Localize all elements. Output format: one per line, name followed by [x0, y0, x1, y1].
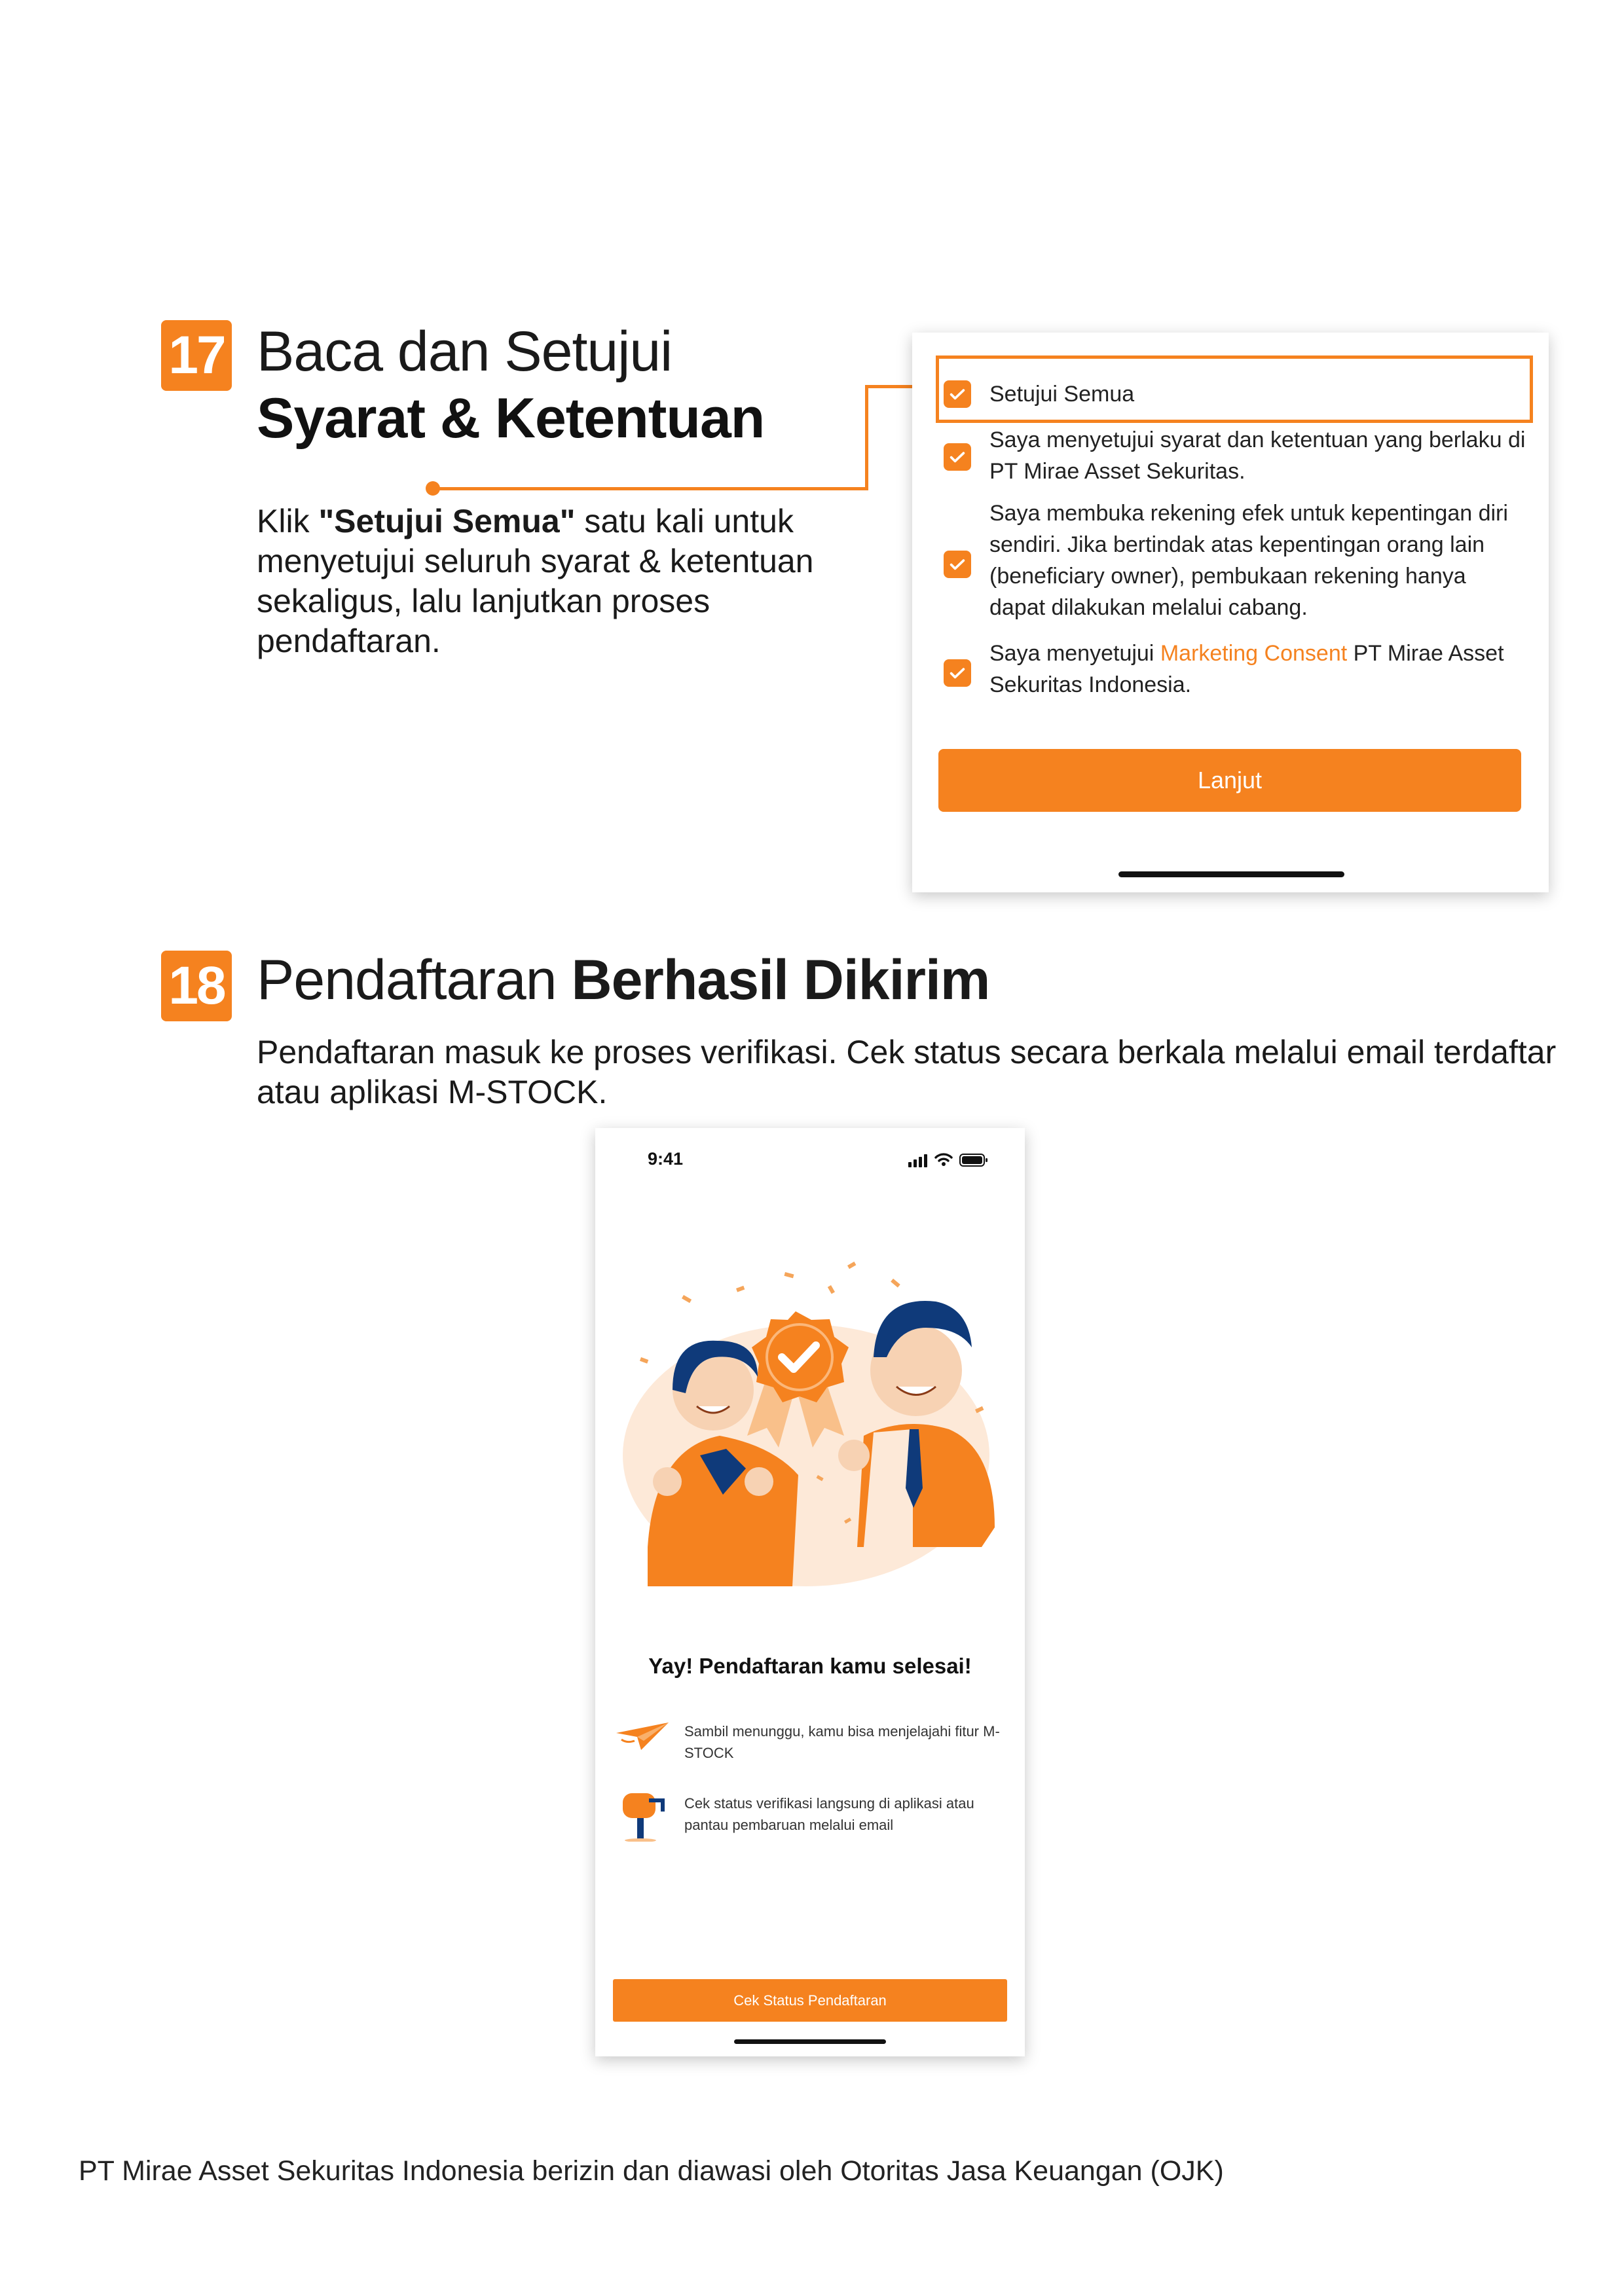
continue-button[interactable]: Lanjut	[938, 749, 1521, 812]
mailbox-icon	[619, 1789, 669, 1842]
own-account-checkbox[interactable]	[944, 551, 971, 578]
marketing-consent-link[interactable]: Marketing Consent	[1160, 641, 1348, 666]
step-17-title-light: Baca dan Setujui	[257, 320, 673, 383]
checkmark-icon	[948, 385, 967, 403]
step-17-description: Klik "Setujui Semua" satu kali untuk menyetujui seluruh syarat & ketentuan sekaligus, lalu lanjutkan proses pendaftaran.	[257, 503, 814, 659]
feature-explore-text: Sambil menunggu, kamu bisa menjelajahi fitur M-STOCK	[684, 1723, 1000, 1761]
battery-icon	[959, 1153, 988, 1167]
step-18-title: Pendaftaran Berhasil Dikirim	[257, 949, 990, 1011]
checkmark-icon	[948, 448, 967, 466]
check-status-button[interactable]: Cek Status Pendaftaran	[613, 1979, 1007, 2022]
success-title: Yay! Pendaftaran kamu selesai!	[648, 1654, 972, 1678]
connector-line-vertical	[865, 385, 868, 490]
feature-status-text: Cek status verifikasi langsung di aplikasi atau pantau pembaruan melalui email	[684, 1795, 974, 1833]
success-screen	[595, 1128, 1025, 2056]
checkmark-icon	[948, 555, 967, 574]
step-17-title-bold: Syarat & Ketentuan	[257, 387, 765, 450]
select-all-checkbox[interactable]	[944, 380, 971, 408]
select-all-label: Setujui Semua	[989, 382, 1135, 407]
step-number-badge: 17	[161, 320, 232, 391]
footer-disclaimer: PT Mirae Asset Sekuritas Indonesia berizin dan diawasi oleh Otoritas Jasa Keuangan (OJK)	[79, 2155, 1224, 2187]
home-indicator	[734, 2039, 886, 2044]
signal-icon	[908, 1154, 929, 1167]
step-18-description: Pendaftaran masuk ke proses verifikasi. Cek status secara berkala melalui email terdaftar atau aplikasi M-STOCK.	[257, 1034, 1557, 1110]
paper-plane-icon	[615, 1717, 670, 1751]
terms-label: Saya menyetujui syarat dan ketentuan yang berlaku di PT Mirae Asset Sekuritas.	[989, 428, 1526, 484]
consent-screen	[912, 333, 1549, 892]
celebration-illustration	[621, 1259, 1001, 1586]
home-indicator	[1118, 871, 1344, 877]
connector-line-horizontal	[433, 487, 868, 490]
own-account-label: Saya membuka rekening efek untuk kepentingan diri sendiri. Jika bertindak atas kepentingan orang lain (beneficiary owner), pembukaan rekening hanya dapat dilakukan melalui cabang.	[989, 501, 1508, 620]
terms-checkbox[interactable]	[944, 443, 971, 471]
status-time: 9:41	[648, 1149, 684, 1169]
marketing-consent-checkbox[interactable]	[944, 659, 971, 687]
marketing-consent-label: Saya menyetujui Marketing Consent PT Mirae Asset Sekuritas Indonesia.	[989, 641, 1504, 697]
step-number-badge: 18	[161, 951, 232, 1021]
wifi-icon	[934, 1152, 953, 1167]
checkmark-icon	[948, 664, 967, 682]
